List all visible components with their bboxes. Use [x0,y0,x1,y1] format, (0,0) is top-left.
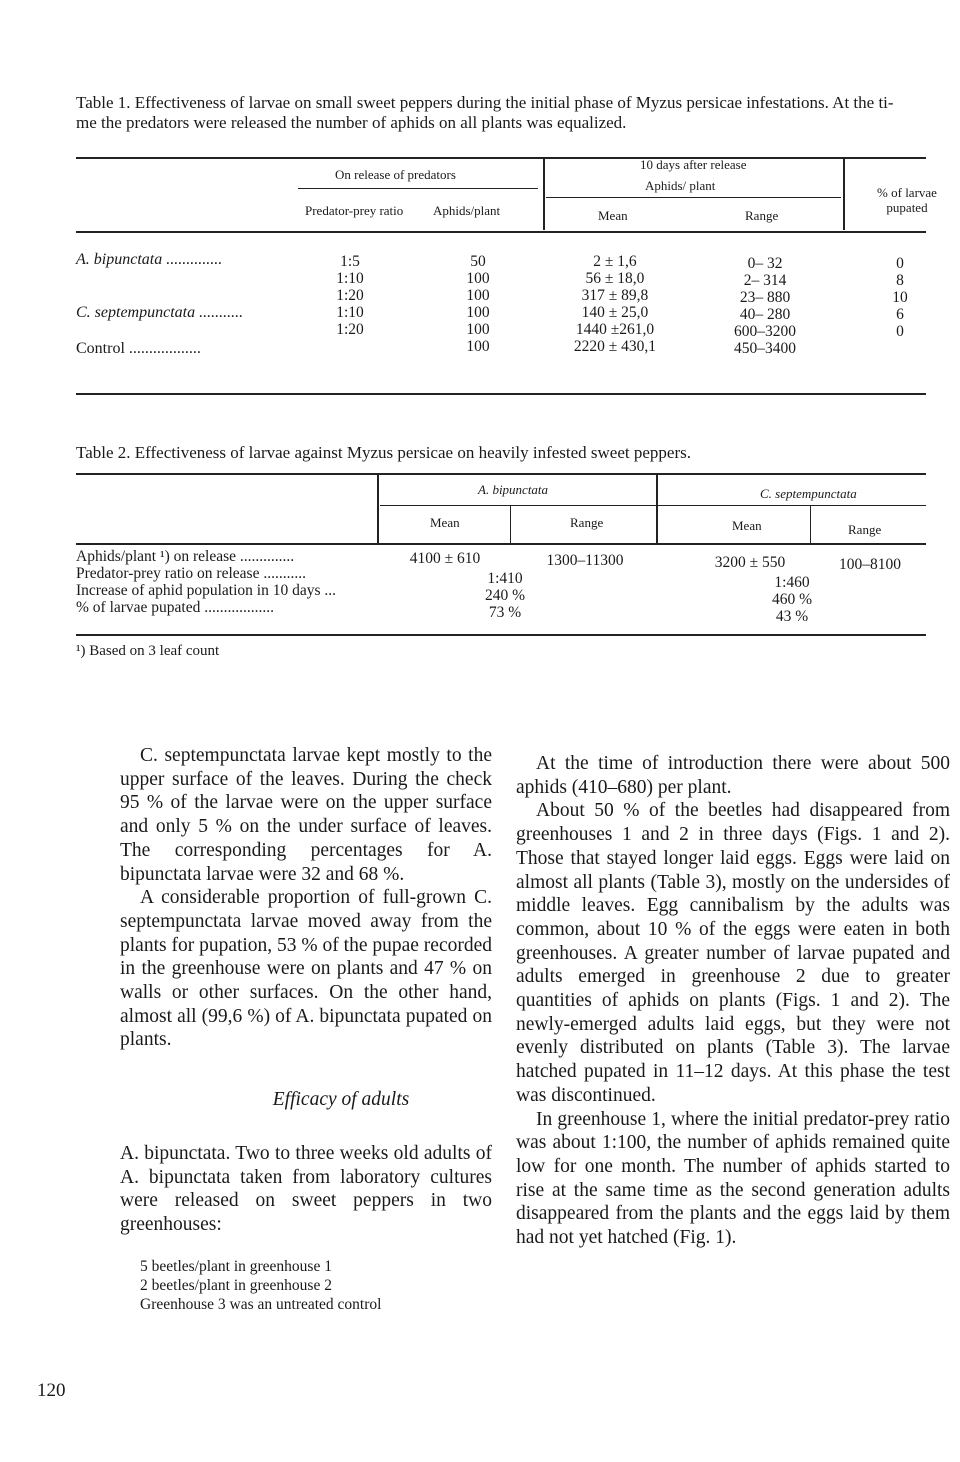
table2-vline-2 [656,473,658,543]
table2-cell: 1:460 [774,574,810,591]
right-column [516,752,950,1250]
table1-header-rule [76,231,926,233]
table1-cell: 40– 280 [739,306,791,323]
table1-cell: 0 [896,255,904,272]
table2-cell: 1:410 [487,570,523,587]
table2-header-a-mean: Mean [430,515,460,530]
table2-cell: 43 % [775,608,809,625]
table1-cell: 0 [896,323,904,340]
right-paragraph-2: About 50 % of the beetles had disappeared from greenhouses 1 and 2 in three days (Figs. 1 and 2). Those that stayed longer laid eggs. Eggs were laid on almost all plants (Table 3), mostly on the undersides of middle leaves. Egg cannibalism by the adults was common, about 10 % of the eggs were eaten in both greenhouses. A greater number of larvae pupated and adults emerged in greenhouse 2 due to greater quantities of aphids on plants (Figs. 1 and 2). The newly-emerged adults laid eggs, but they were not evenly distributed on plants (Table 3). The larvae hatched pupated in 11–12 days. At this phase the test was discontinued. [516,800,950,1106]
table1-cell: 2– 314 [743,272,787,289]
table1-vline-1 [543,157,545,230]
table2-row-label: Predator-prey ratio on release ........... [76,565,306,582]
page-number: 120 [37,1380,66,1401]
table2-top-rule [76,473,926,475]
table1-header-mean: Mean [598,208,628,223]
table1-header-group1: On release of predators [335,167,456,182]
table1-cell: 140 ± 25,0 [581,304,649,321]
section-heading: Efficacy of adults [272,1089,410,1111]
table1-col-mean [540,253,690,355]
table2-a-other [465,570,545,621]
table1-row-label-control: Control .................. [76,340,201,357]
table1-header-pupated-line2: pupated [886,200,928,215]
table2-a-mean-cell: 4100 ± 610 [409,550,481,567]
table2-a-range-cell: 1300–11300 [546,552,624,569]
left-paragraph-1: C. septempunctata larvae kept mostly to the upper surface of the leaves. During the check 95 % of the larvae were on the upper surface and only 5 % on the under surface of leaves. The corresponding percentages for A. bipunctata larvae were 32 and 68 %. [120,745,492,885]
table2-header-species-c: C. septempunctata [760,486,857,501]
table2-bottom-rule [76,634,926,636]
table2-header-c-range: Range [848,522,882,537]
table2-vline-1 [377,473,379,543]
release-list-item: Greenhouse 3 was an untreated control [140,1295,382,1313]
right-paragraph-1: At the time of introduction there were about 500 aphids (410–680) per plant. [516,753,950,798]
table1-bottom-rule [76,393,926,395]
table2-species-rule [380,505,926,506]
table1-cell: 2 ± 1,6 [593,253,637,270]
table1-header-pupated [872,185,942,215]
table1-cell: 50 [470,253,486,270]
table1-header-group2-line1: 10 days after release [640,157,747,172]
table1-row-label-c: C. septempunctata ........... [76,304,244,321]
left-paragraph-2: A considerable proportion of full-grown C. septempunctata larvae moved away from the plants for pupation, 53 % of the pupae recorded in the greenhouse were on plants and 47 % on walls or other surfaces. On the other hand, almost all (99,6 %) of A. bipunctata pupated on plants. [120,887,493,1051]
table1-cell: 100 [466,287,490,304]
table1-vline-2 [843,157,845,230]
table1-cell: 6 [896,306,904,323]
table2-header-rule [76,543,926,545]
table1-cell: 2220 ± 430,1 [573,338,657,355]
table1-cell: 56 ± 18,0 [585,270,645,287]
table2-row-label: Increase of aphid population in 10 days ... [76,582,336,599]
table2-header-c-mean: Mean [732,518,762,533]
table1-cell: 317 ± 89,8 [581,287,649,304]
table2-cell: 240 % [484,587,526,604]
table2-row-label: Aphids/plant ¹) on release .............. [76,548,295,565]
table2-row-label: % of larvae pupated .................. [76,599,274,616]
table1-cell: 1:20 [336,287,364,304]
table1-cell: 100 [466,270,490,287]
table1-cell: 1:20 [336,321,364,338]
table1-group1-rule [298,188,538,189]
table2-footnote: ¹) Based on 3 leaf count [76,643,220,659]
left-paragraph-3: A. bipunctata. Two to three weeks old adults of A. bipunctata taken from laboratory cultures were released on sweet peppers in two greenhouses: [120,1142,492,1235]
table1-cell: 600–3200 [734,323,796,340]
table1-cell: 1:5 [340,253,360,270]
release-list [140,1257,492,1314]
table2-c-range-cell: 100–8100 [839,556,901,573]
table1-header-aphids: Aphids/plant [433,203,501,218]
table1-cell: 100 [466,321,490,338]
table1-header-range: Range [745,208,779,223]
table2-row-labels [76,548,336,616]
table1-cell: 1:10 [336,304,364,321]
table1-col-ratio [320,253,380,338]
table1-caption-line2: me the predators were released the number of aphids on all plants was equalized. [76,113,627,132]
release-list-item: 5 beetles/plant in greenhouse 1 [140,1257,332,1275]
table2-header-species-a: A. bipunctata [478,482,549,497]
table1-cell: 450–3400 [734,340,796,357]
table1-cell: 0– 32 [747,255,783,272]
right-paragraph-3: In greenhouse 1, where the initial predator-prey ratio was about 1:100, the number of aphids remained quite low for one month. The number of aphids started to rise at the same time as the second generation adults disappeared from the plants and the eggs laid by them had not yet hatched (Fig. 1). [516,1108,950,1249]
table1-col-aphids [448,253,508,355]
table2-cell: 460 % [771,591,813,608]
table1-cell: 100 [466,304,490,321]
table1-col-pupated [880,255,920,340]
table1-group2-rule [546,197,841,198]
table1-cell: 1440 ±261,0 [575,321,655,338]
table1-header-ratio: Predator-prey ratio [305,203,404,218]
table1-header-group2-line2: Aphids/ plant [645,178,716,193]
table1-cell: 23– 880 [739,289,791,306]
table1-cell: 8 [896,272,904,289]
table1-header-pupated-line1: % of larvae [877,185,937,200]
table2-c-other [752,574,832,625]
table2-vline-c [810,505,811,543]
table1-cell: 100 [466,338,490,355]
table2-c-mean-cell: 3200 ± 550 [714,554,786,571]
table1-col-range [705,255,825,357]
table1-caption [76,93,946,133]
release-list-item: 2 beetles/plant in greenhouse 2 [140,1276,332,1294]
table1-cell: 10 [892,289,908,306]
table1-caption-line1: Table 1. Effectiveness of larvae on small sweet peppers during the initial phase of Myzus persicae infestations. At the ti- [76,93,894,112]
table2-vline-a [510,505,511,543]
table1-top-rule [76,157,926,159]
table2-cell: 73 % [488,604,522,621]
table2-caption: Table 2. Effectiveness of larvae against Myzus persicae on heavily infested sweet peppers. [76,443,691,462]
left-column [120,744,492,1314]
table1-cell: 1:10 [336,270,364,287]
table1-row-label-a: A. bipunctata .............. [76,251,223,268]
table2-header-a-range: Range [570,515,604,530]
